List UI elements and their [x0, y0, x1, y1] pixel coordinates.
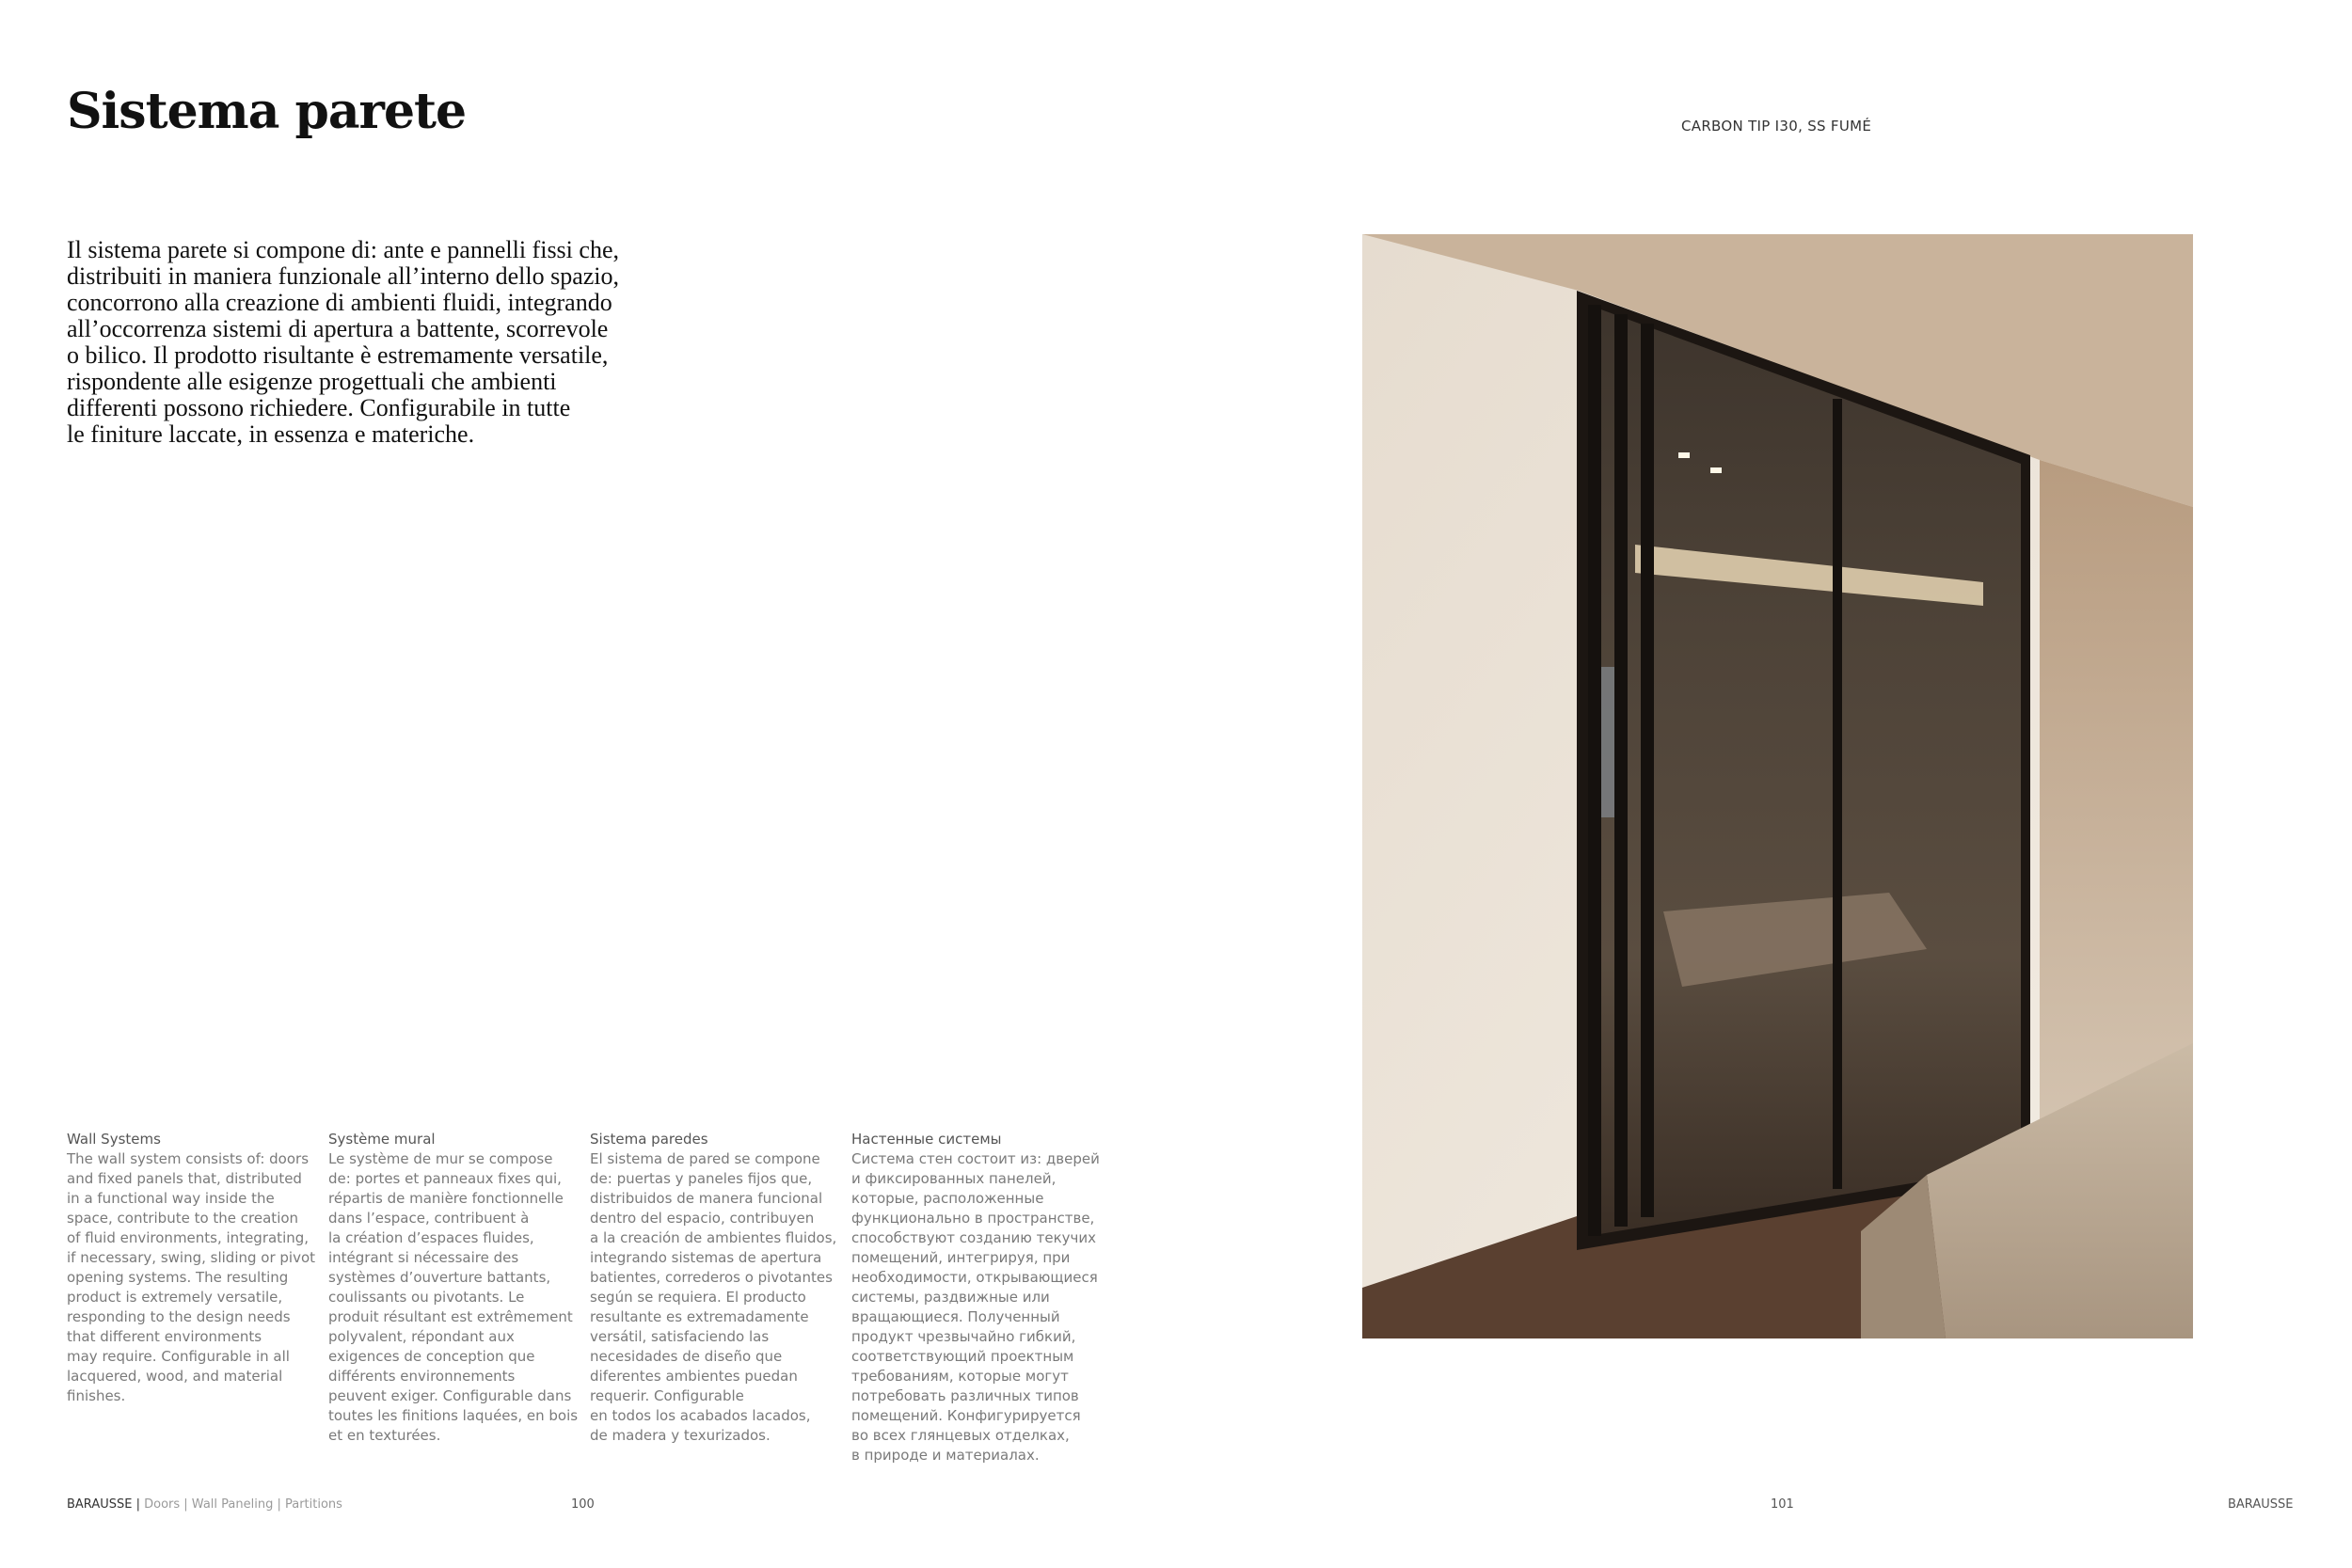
column-line: integrando sistemas de apertura — [590, 1249, 822, 1266]
column-heading: Sistema paredes — [590, 1131, 708, 1148]
column-english — [67, 1130, 316, 1406]
column-heading: Настенные системы — [851, 1131, 1002, 1148]
page-number-left: 100 — [571, 1497, 595, 1512]
intro-line: all’occorrenza sistemi di apertura a battente, scorrevole — [67, 315, 609, 342]
column-line: finishes. — [67, 1387, 126, 1404]
column-line: la création d’espaces fluides, — [328, 1229, 534, 1246]
column-line: потребовать различных типов — [851, 1387, 1079, 1404]
column-line: dentro del espacio, contribuyen — [590, 1210, 815, 1227]
column-line: versátil, satisfaciendo las — [590, 1328, 770, 1345]
intro-line: Il sistema parete si compone di: ante e pannelli fissi che, — [67, 236, 619, 263]
column-russian — [851, 1130, 1100, 1465]
column-line: peuvent exiger. Configurable dans — [328, 1387, 572, 1404]
footer-separator: | — [135, 1497, 140, 1512]
column-spanish — [590, 1130, 837, 1446]
column-line: помещений, интегрируя, при — [851, 1249, 1071, 1266]
column-line: toutes les finitions laquées, en bois — [328, 1407, 579, 1424]
footer-subtitle: Doors | Wall Paneling | Partitions — [144, 1497, 342, 1512]
column-line: systèmes d’ouverture battants, — [328, 1269, 551, 1286]
photo-sliding-glass-door — [1362, 234, 2193, 1338]
column-line: según se requiera. El producto — [590, 1289, 806, 1306]
intro-line: concorrono alla creazione di ambienti fluidi, integrando — [67, 289, 612, 316]
intro-line: distribuiti in maniera funzionale all’interno dello spazio, — [67, 262, 619, 290]
column-line: différents environnements — [328, 1368, 516, 1385]
column-line: polyvalent, répondant aux — [328, 1328, 515, 1345]
column-line: необходимости, открывающиеся — [851, 1269, 1098, 1286]
column-line: produit résultant est extrêmement — [328, 1308, 573, 1325]
column-line: которые, расположенные — [851, 1190, 1044, 1207]
column-heading: Wall Systems — [67, 1131, 161, 1148]
product-caption: CARBON TIP I30, SS FUMÉ — [1681, 118, 1872, 135]
intro-line: o bilico. Il prodotto risultante è estremamente versatile, — [67, 341, 609, 369]
intro-line: le finiture laccate, in essenza e materiche. — [67, 420, 475, 448]
column-line: помещений. Конфигурируется — [851, 1407, 1081, 1424]
column-line: space, contribute to the creation — [67, 1210, 299, 1227]
column-heading: Système mural — [328, 1131, 436, 1148]
column-line: requerir. Configurable — [590, 1387, 744, 1404]
column-line: et en texturées. — [328, 1427, 441, 1444]
column-line: coulissants ou pivotants. Le — [328, 1289, 525, 1306]
column-line: и фиксированных панелей, — [851, 1170, 1057, 1187]
column-line: intégrant si nécessaire des — [328, 1249, 519, 1266]
column-line: batientes, correderos o pivotantes — [590, 1269, 833, 1286]
column-line: El sistema de pared se compone — [590, 1150, 820, 1167]
column-line: способствуют созданию текучих — [851, 1229, 1097, 1246]
footer-brand-right: BARAUSSE — [2228, 1497, 2294, 1512]
column-line: во всех глянцевых отделках, — [851, 1427, 1070, 1444]
column-line: de madera y texurizados. — [590, 1427, 771, 1444]
column-line: opening systems. The resulting — [67, 1269, 289, 1286]
column-line: resultante es extremadamente — [590, 1308, 809, 1325]
intro-line: differenti possono richiedere. Configurabile in tutte — [67, 394, 571, 421]
column-line: lacquered, wood, and material — [67, 1368, 283, 1385]
column-line: distribuidos de manera funcional — [590, 1190, 823, 1207]
column-line: de: puertas y paneles fijos que, — [590, 1170, 813, 1187]
footer-left — [67, 1497, 342, 1512]
column-line: diferentes ambientes puedan — [590, 1368, 798, 1385]
column-line: necesidades de diseño que — [590, 1348, 783, 1365]
column-line: Система стен состоит из: дверей — [851, 1150, 1100, 1167]
column-line: a la creación de ambientes fluidos, — [590, 1229, 837, 1246]
intro-line: rispondente alle esigenze progettuali che ambienti — [67, 368, 557, 395]
column-line: if necessary, swing, sliding or pivot — [67, 1249, 316, 1266]
column-line: Le système de mur se compose — [328, 1150, 553, 1167]
column-line: en todos los acabados lacados, — [590, 1407, 811, 1424]
column-line: требованиям, которые могут — [851, 1368, 1069, 1385]
column-line: продукт чрезвычайно гибкий, — [851, 1328, 1076, 1345]
column-line: may require. Configurable in all — [67, 1348, 290, 1365]
column-line: répartis de manière fonctionnelle — [328, 1190, 564, 1207]
column-line: and fixed panels that, distributed — [67, 1170, 302, 1187]
column-line: функционально в пространстве, — [851, 1210, 1095, 1227]
column-line: dans l’espace, contribuent à — [328, 1210, 530, 1227]
column-line: that different environments — [67, 1328, 262, 1345]
column-line: в природе и материалах. — [851, 1447, 1040, 1464]
column-line: вращающиеся. Полученный — [851, 1308, 1060, 1325]
column-french — [328, 1130, 579, 1446]
column-line: системы, раздвижные или — [851, 1289, 1050, 1306]
page-number-right: 101 — [1771, 1497, 1794, 1512]
intro-paragraph — [67, 237, 650, 448]
column-line: The wall system consists of: doors — [67, 1150, 310, 1167]
column-line: exigences de conception que — [328, 1348, 535, 1365]
page-title: Sistema parete — [67, 83, 467, 140]
column-line: of fluid environments, integrating, — [67, 1229, 310, 1246]
column-line: соответствующий проектным — [851, 1348, 1074, 1365]
column-line: responding to the design needs — [67, 1308, 291, 1325]
column-line: in a functional way inside the — [67, 1190, 275, 1207]
column-line: de: portes et panneaux fixes qui, — [328, 1170, 562, 1187]
column-line: product is extremely versatile, — [67, 1289, 283, 1306]
footer-brand: BARAUSSE — [67, 1497, 133, 1512]
